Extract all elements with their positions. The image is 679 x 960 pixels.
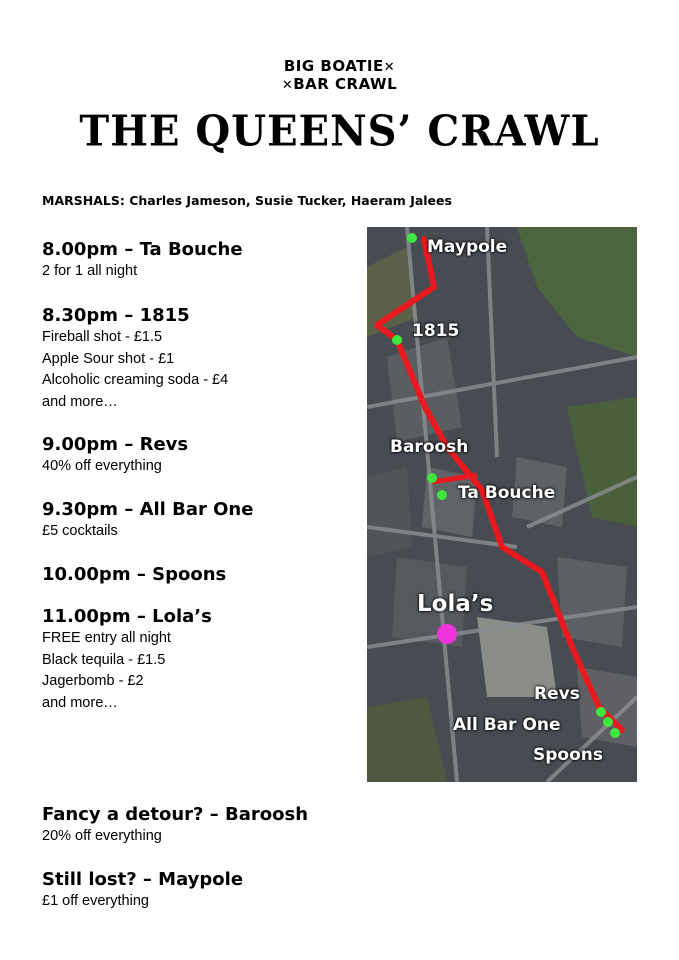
detour-baroosh <box>42 804 308 848</box>
maypole-marker <box>407 233 417 243</box>
1815-marker <box>392 335 402 345</box>
stop-deal: £5 cocktails <box>42 523 118 539</box>
map-label-revs: Revs <box>534 684 580 704</box>
stop-deal: FREE entry all night <box>42 630 171 646</box>
stop-deal: Fireball shot - £1.5 <box>42 329 163 345</box>
map-background <box>367 227 637 782</box>
map-label-spoons: Spoons <box>533 745 603 765</box>
stop-deal: £1 off everything <box>42 893 149 909</box>
logo-line-1: BIG BOATIE <box>283 57 384 75</box>
stop-deal: and more… <box>42 393 118 410</box>
marshals-list: MARSHALS: Charles Jameson, Susie Tucker, Haeram Jalees <box>42 193 452 208</box>
all-bar-one-marker <box>603 717 613 727</box>
stop-heading: 8.00pm – Ta Bouche <box>42 239 243 260</box>
crossed-oars-icon: ✕ <box>383 60 396 75</box>
stop-spoons <box>42 564 226 586</box>
route-map <box>367 227 637 782</box>
stop-heading: 8.30pm – 1815 <box>42 305 190 326</box>
stop-deal: 40% off everything <box>42 458 162 474</box>
stop-heading: 9.00pm – Revs <box>42 434 189 455</box>
stop-heading: Still lost? – Maypole <box>42 869 244 890</box>
ta-bouche-marker <box>437 490 447 500</box>
event-logo <box>0 58 679 94</box>
stop-heading: 11.00pm – Lola’s <box>42 606 212 627</box>
lolas-marker <box>437 624 457 644</box>
stop-deal: Apple Sour shot - £1 <box>42 350 175 367</box>
stop-deal: and more… <box>42 694 118 711</box>
map-label-all-bar-one: All Bar One <box>453 715 561 735</box>
crossed-oars-icon: ✕ <box>281 78 294 93</box>
stop-deal: 20% off everything <box>42 828 162 844</box>
stop-deal: Alcoholic creaming soda - £4 <box>42 372 229 388</box>
stop-ta-bouche <box>42 239 243 283</box>
page-title: THE QUEENS’ CRAWL <box>79 106 600 157</box>
stop-heading: 10.00pm – Spoons <box>42 564 227 585</box>
stop-revs <box>42 434 188 478</box>
map-label-lolas: Lola’s <box>417 591 494 617</box>
stop-1815 <box>42 305 228 413</box>
detour-maypole <box>42 869 243 913</box>
map-label-ta-bouche: Ta Bouche <box>458 483 556 503</box>
revs-marker <box>596 707 606 717</box>
stop-lolas <box>42 606 212 714</box>
stop-deal: Black tequila - £1.5 <box>42 651 166 668</box>
map-label-maypole: Maypole <box>427 237 508 257</box>
baroosh-marker <box>427 473 437 483</box>
map-label-baroosh: Baroosh <box>390 437 469 457</box>
stop-heading: 9.30pm – All Bar One <box>42 499 254 520</box>
stop-deal: 2 for 1 all night <box>42 263 138 279</box>
stop-all-bar-one <box>42 499 253 543</box>
spoons-marker <box>610 728 620 738</box>
stop-heading: Fancy a detour? – Baroosh <box>42 804 309 825</box>
stop-deal: Jagerbomb - £2 <box>42 673 144 689</box>
map-label-1815: 1815 <box>412 321 460 341</box>
logo-line-2: BAR CRAWL <box>293 75 398 93</box>
